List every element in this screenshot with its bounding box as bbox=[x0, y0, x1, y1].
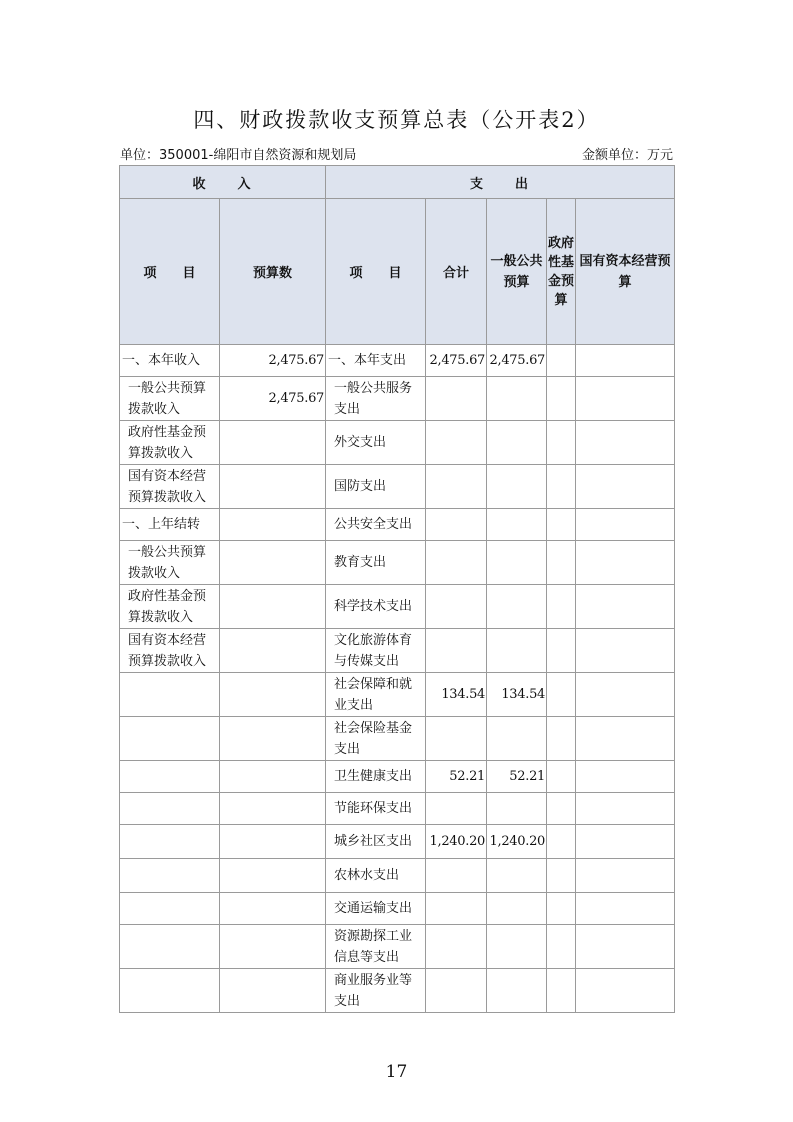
expense-item-cell: 商业服务业等支出 bbox=[326, 969, 426, 1013]
expense-item-cell: 交通运输支出 bbox=[326, 893, 426, 925]
income-budget-cell bbox=[220, 585, 326, 629]
expense-gov-fund-cell bbox=[547, 673, 576, 717]
table-row bbox=[120, 673, 675, 717]
expense-total-cell bbox=[426, 925, 487, 969]
income-budget-cell bbox=[220, 465, 326, 509]
expense-item-cell: 卫生健康支出 bbox=[326, 761, 426, 793]
expense-total-cell bbox=[426, 465, 487, 509]
expense-header: 支 出 bbox=[326, 166, 675, 199]
expense-gov-fund-cell bbox=[547, 465, 576, 509]
income-budget-cell bbox=[220, 893, 326, 925]
income-item-cell bbox=[120, 969, 220, 1013]
income-item-cell bbox=[120, 761, 220, 793]
income-item-cell bbox=[120, 717, 220, 761]
expense-state-capital-cell bbox=[576, 761, 675, 793]
expense-item-cell: 一、本年支出 bbox=[326, 345, 426, 377]
unit-label: 单位：350001-绵阳市自然资源和规划局 bbox=[120, 148, 357, 163]
expense-general-cell bbox=[487, 629, 547, 673]
table-row bbox=[120, 377, 675, 421]
table-row bbox=[120, 717, 675, 761]
expense-state-capital-cell bbox=[576, 969, 675, 1013]
expense-item-cell: 社会保险基金支出 bbox=[326, 717, 426, 761]
expense-total-cell: 2,475.67 bbox=[426, 345, 487, 377]
table-row bbox=[120, 541, 675, 585]
table-row bbox=[120, 509, 675, 541]
income-header: 收 入 bbox=[120, 166, 326, 199]
income-item-cell: 一、本年收入 bbox=[120, 345, 220, 377]
expense-item-cell: 城乡社区支出 bbox=[326, 825, 426, 859]
table-row bbox=[120, 421, 675, 465]
expense-gov-fund-cell bbox=[547, 541, 576, 585]
page-title: 四、财政拨款收支预算总表（公开表2） bbox=[193, 108, 600, 132]
expense-gov-fund-cell bbox=[547, 761, 576, 793]
expense-state-capital-cell bbox=[576, 421, 675, 465]
expense-total-cell bbox=[426, 421, 487, 465]
income-budget-cell bbox=[220, 509, 326, 541]
income-budget-cell: 2,475.67 bbox=[220, 345, 326, 377]
expense-gov-fund-cell bbox=[547, 969, 576, 1013]
expense-total-cell: 52.21 bbox=[426, 761, 487, 793]
expense-state-capital-cell bbox=[576, 377, 675, 421]
expense-total-cell bbox=[426, 717, 487, 761]
expense-general-cell bbox=[487, 421, 547, 465]
expense-gov-fund-cell bbox=[547, 793, 576, 825]
table-row bbox=[120, 585, 675, 629]
expense-gov-fund-cell bbox=[547, 925, 576, 969]
amount-unit-label: 金额单位：万元 bbox=[581, 148, 673, 163]
page-number: 17 bbox=[385, 1062, 408, 1082]
expense-total-cell bbox=[426, 793, 487, 825]
state-capital-header: 国有资本经营预算 bbox=[576, 199, 675, 345]
income-budget-cell: 2,475.67 bbox=[220, 377, 326, 421]
income-item-header: 项 目 bbox=[120, 199, 220, 345]
expense-gov-fund-cell bbox=[547, 825, 576, 859]
income-item-cell: 国有资本经营预算拨款收入 bbox=[120, 629, 220, 673]
expense-general-cell bbox=[487, 717, 547, 761]
expense-general-cell bbox=[487, 925, 547, 969]
expense-total-cell bbox=[426, 859, 487, 893]
income-item-cell bbox=[120, 793, 220, 825]
expense-general-cell bbox=[487, 377, 547, 421]
budget-header: 预算数 bbox=[220, 199, 326, 345]
expense-total-cell bbox=[426, 509, 487, 541]
income-item-cell bbox=[120, 859, 220, 893]
expense-total-cell: 1,240.20 bbox=[426, 825, 487, 859]
income-item-cell: 一般公共预算拨款收入 bbox=[120, 377, 220, 421]
expense-total-cell bbox=[426, 629, 487, 673]
table-row bbox=[120, 893, 675, 925]
expense-general-cell: 1,240.20 bbox=[487, 825, 547, 859]
table-row bbox=[120, 465, 675, 509]
expense-state-capital-cell bbox=[576, 925, 675, 969]
income-budget-cell bbox=[220, 717, 326, 761]
expense-state-capital-cell bbox=[576, 825, 675, 859]
expense-gov-fund-cell bbox=[547, 859, 576, 893]
expense-state-capital-cell bbox=[576, 893, 675, 925]
income-budget-cell bbox=[220, 629, 326, 673]
expense-gov-fund-cell bbox=[547, 585, 576, 629]
expense-item-cell: 国防支出 bbox=[326, 465, 426, 509]
expense-general-cell bbox=[487, 969, 547, 1013]
income-item-cell: 国有资本经营预算拨款收入 bbox=[120, 465, 220, 509]
expense-general-cell bbox=[487, 793, 547, 825]
expense-gov-fund-cell bbox=[547, 717, 576, 761]
expense-item-cell: 教育支出 bbox=[326, 541, 426, 585]
expense-state-capital-cell bbox=[576, 345, 675, 377]
expense-general-cell bbox=[487, 465, 547, 509]
income-budget-cell bbox=[220, 793, 326, 825]
expense-item-cell: 科学技术支出 bbox=[326, 585, 426, 629]
income-item-cell bbox=[120, 893, 220, 925]
table-row bbox=[120, 925, 675, 969]
income-budget-cell bbox=[220, 925, 326, 969]
income-budget-cell bbox=[220, 421, 326, 465]
expense-item-cell: 节能环保支出 bbox=[326, 793, 426, 825]
income-budget-cell bbox=[220, 761, 326, 793]
table-row bbox=[120, 761, 675, 793]
expense-item-cell: 一般公共服务支出 bbox=[326, 377, 426, 421]
table-row bbox=[120, 969, 675, 1013]
expense-item-cell: 公共安全支出 bbox=[326, 509, 426, 541]
expense-state-capital-cell bbox=[576, 465, 675, 509]
expense-total-cell bbox=[426, 585, 487, 629]
expense-general-cell bbox=[487, 859, 547, 893]
expense-item-cell: 农林水支出 bbox=[326, 859, 426, 893]
income-budget-cell bbox=[220, 541, 326, 585]
income-budget-cell bbox=[220, 859, 326, 893]
expense-item-cell: 文化旅游体育与传媒支出 bbox=[326, 629, 426, 673]
expense-state-capital-cell bbox=[576, 629, 675, 673]
expense-general-cell bbox=[487, 509, 547, 541]
expense-total-cell: 134.54 bbox=[426, 673, 487, 717]
expense-general-cell bbox=[487, 541, 547, 585]
expense-state-capital-cell bbox=[576, 859, 675, 893]
expense-general-cell: 52.21 bbox=[487, 761, 547, 793]
income-item-cell: 一般公共预算拨款收入 bbox=[120, 541, 220, 585]
total-header: 合计 bbox=[426, 199, 487, 345]
expense-gov-fund-cell bbox=[547, 421, 576, 465]
income-item-cell bbox=[120, 673, 220, 717]
expense-item-cell: 外交支出 bbox=[326, 421, 426, 465]
table-row bbox=[120, 345, 675, 377]
income-item-cell: 一、上年结转 bbox=[120, 509, 220, 541]
expense-state-capital-cell bbox=[576, 509, 675, 541]
expense-total-cell bbox=[426, 893, 487, 925]
expense-general-cell: 2,475.67 bbox=[487, 345, 547, 377]
expense-gov-fund-cell bbox=[547, 893, 576, 925]
table-row bbox=[120, 629, 675, 673]
expense-state-capital-cell bbox=[576, 673, 675, 717]
income-item-cell: 政府性基金预算拨款收入 bbox=[120, 585, 220, 629]
table-row bbox=[120, 859, 675, 893]
expense-gov-fund-cell bbox=[547, 509, 576, 541]
table-body bbox=[120, 345, 675, 1013]
expense-state-capital-cell bbox=[576, 585, 675, 629]
table-row bbox=[120, 825, 675, 859]
expense-general-cell bbox=[487, 585, 547, 629]
income-item-cell: 政府性基金预算拨款收入 bbox=[120, 421, 220, 465]
expense-general-cell bbox=[487, 893, 547, 925]
gov-fund-header: 政府性基金预算 bbox=[547, 199, 576, 345]
expense-general-cell: 134.54 bbox=[487, 673, 547, 717]
expense-item-cell: 资源勘探工业信息等支出 bbox=[326, 925, 426, 969]
expense-gov-fund-cell bbox=[547, 629, 576, 673]
income-item-cell bbox=[120, 825, 220, 859]
budget-table bbox=[119, 165, 675, 1013]
income-budget-cell bbox=[220, 825, 326, 859]
income-budget-cell bbox=[220, 969, 326, 1013]
expense-state-capital-cell bbox=[576, 541, 675, 585]
income-item-cell bbox=[120, 925, 220, 969]
expense-gov-fund-cell bbox=[547, 345, 576, 377]
expense-total-cell bbox=[426, 969, 487, 1013]
expense-item-cell: 社会保障和就业支出 bbox=[326, 673, 426, 717]
expense-state-capital-cell bbox=[576, 793, 675, 825]
expense-state-capital-cell bbox=[576, 717, 675, 761]
table-row bbox=[120, 793, 675, 825]
expense-total-cell bbox=[426, 377, 487, 421]
expense-item-header: 项 目 bbox=[326, 199, 426, 345]
income-budget-cell bbox=[220, 673, 326, 717]
general-budget-header: 一般公共预算 bbox=[487, 199, 547, 345]
expense-total-cell bbox=[426, 541, 487, 585]
expense-gov-fund-cell bbox=[547, 377, 576, 421]
